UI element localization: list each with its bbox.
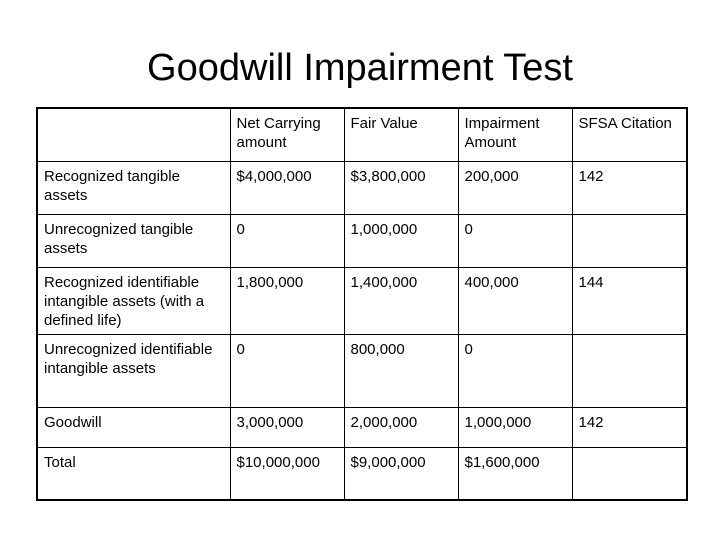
header-cell-net-carrying-amount: Net Carrying amount [230,108,344,161]
header-cell-fair-value: Fair Value [344,108,458,161]
row-label-cell: Total [37,447,230,500]
fair-value-cell: 2,000,000 [344,407,458,447]
header-cell-impairment-amount: Impairment Amount [458,108,572,161]
net-carrying-cell: $10,000,000 [230,447,344,500]
table-row [37,267,687,334]
impairment-cell: 200,000 [458,161,572,214]
citation-cell [572,447,687,500]
table-row [37,407,687,447]
row-label-cell: Recognized identifiable intangible assets (with a defined life) [37,267,230,334]
citation-cell: 144 [572,267,687,334]
net-carrying-cell: 0 [230,214,344,267]
fair-value-cell: 1,000,000 [344,214,458,267]
impairment-cell: 400,000 [458,267,572,334]
header-cell-blank [37,108,230,161]
impairment-cell: 1,000,000 [458,407,572,447]
row-label-cell: Recognized tangible assets [37,161,230,214]
citation-cell: 142 [572,407,687,447]
citation-cell: 142 [572,161,687,214]
table-header-row [37,108,687,161]
impairment-table [36,107,688,501]
page-title: Goodwill Impairment Test [147,47,573,89]
net-carrying-cell: $4,000,000 [230,161,344,214]
impairment-cell: 0 [458,214,572,267]
impairment-cell: 0 [458,334,572,407]
net-carrying-cell: 1,800,000 [230,267,344,334]
fair-value-cell: $9,000,000 [344,447,458,500]
fair-value-cell: 1,400,000 [344,267,458,334]
fair-value-cell: 800,000 [344,334,458,407]
citation-cell [572,214,687,267]
impairment-cell: $1,600,000 [458,447,572,500]
row-label-cell: Goodwill [37,407,230,447]
table-row [37,161,687,214]
citation-cell [572,334,687,407]
net-carrying-cell: 0 [230,334,344,407]
table-row [37,334,687,407]
fair-value-cell: $3,800,000 [344,161,458,214]
net-carrying-cell: 3,000,000 [230,407,344,447]
row-label-cell: Unrecognized identifiable intangible assets [37,334,230,407]
row-label-cell: Unrecognized tangible assets [37,214,230,267]
table-row [37,214,687,267]
header-cell-sfsa-citation: SFSA Citation [572,108,687,161]
table-row-total [37,447,687,500]
